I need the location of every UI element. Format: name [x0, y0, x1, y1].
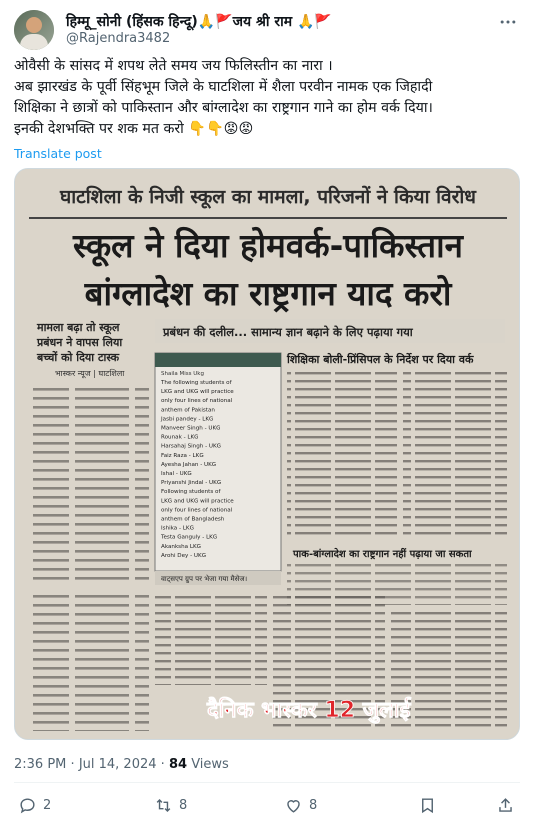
clipping-middle-banner: प्रबंधन की दलील... सामान्य ज्ञान बढ़ाने के लिए पढ़ाया गया: [163, 325, 413, 339]
post-text: [14, 56, 520, 140]
phone-message-line: Ayesha Jahan - UKG: [161, 461, 217, 468]
like-count: 8: [309, 798, 318, 813]
avatar[interactable]: [14, 10, 54, 50]
action-bar: [14, 796, 520, 818]
repost-button[interactable]: [154, 796, 187, 815]
clipping-byline: भास्कर न्यूज | घाटशिला: [55, 369, 125, 378]
post-line: इनकी देशभक्ति पर शक मत करो 👇👇😡😡: [14, 121, 254, 137]
phone-message-line: Rounak - LKG: [161, 434, 199, 441]
clipping-footer: दैनिक भास्कर 12 जुलाई: [207, 698, 411, 723]
author-handle[interactable]: @Rajendra3482: [66, 31, 171, 46]
reply-icon: [18, 796, 37, 815]
phone-message-line: LKG and UKG will practice: [161, 498, 234, 505]
phone-message-line: anthem of Pakistan: [161, 407, 215, 414]
divider: [14, 782, 520, 783]
phone-message-line: only four lines of national: [161, 507, 233, 514]
phone-message-line: Jasbi pandey - LKG: [161, 416, 214, 423]
share-button[interactable]: [496, 796, 515, 815]
post-line: अब झारखंड के पूर्वी सिंहभूम जिले के घाटशिला में शैला परवीन नामक एक जिहादी: [14, 79, 433, 95]
phone-message-line: Priyanshi Jindal - UKG: [161, 480, 222, 487]
views-label: Views: [191, 757, 229, 772]
phone-message-line: Faiz Raza - LKG: [161, 452, 204, 459]
views-count: 84: [168, 757, 188, 772]
reply-count: 2: [43, 798, 52, 813]
bookmark-icon: [418, 796, 437, 815]
inset-caption: वाट्सएप ग्रुप पर भेजा गया मैसेज।: [161, 575, 248, 583]
phone-message-line: Following students of: [161, 489, 221, 496]
clipping-headline-2: बांग्लादेश का राष्ट्रगान याद करो: [84, 274, 452, 313]
more-options-icon[interactable]: [498, 12, 518, 32]
svg-text:Shaila Miss Ukg: Shaila Miss Ukg: [161, 371, 204, 377]
phone-message-line: Testa Ganguly - LKG: [161, 534, 218, 541]
phone-message-line: The following students of: [161, 380, 232, 386]
author-name[interactable]: हिम्मू_सोनी (हिंसक हिन्दू)🙏🚩जय श्री राम 🙏🚩: [66, 14, 332, 30]
share-icon: [496, 796, 515, 815]
like-button[interactable]: [284, 796, 317, 815]
svg-text:प्रबंधन ने वापस लिया: प्रबंधन ने वापस लिया: [37, 336, 123, 349]
post-time[interactable]: 2:36 PM: [14, 757, 67, 772]
phone-message-line: Arohi Dey - UKG: [161, 552, 207, 559]
heart-icon: [284, 796, 303, 815]
clipping-headline-1: स्कूल ने दिया होमवर्क-पाकिस्तान: [73, 226, 463, 265]
phone-message-line: Manveer Singh - UKG: [161, 425, 221, 432]
phone-message-line: Ishal - UKG: [161, 471, 192, 477]
phone-message-line: Harsahaj Singh - UKG: [161, 443, 221, 450]
phone-message-line: Ishika - LKG: [161, 525, 194, 532]
post-meta: 2:36 PM · Jul 14, 2024 · 84 Views: [14, 757, 229, 772]
clipping-left-column: [33, 383, 149, 585]
newspaper-clipping: [15, 169, 520, 740]
clipping-top-banner: घाटशिला के निजी स्कूल का मामला, परिजनों ने किया विरोध: [60, 186, 476, 208]
post-header: [14, 10, 520, 50]
svg-text:बच्चों को दिया टास्क: बच्चों को दिया टास्क: [37, 351, 120, 364]
phone-message-line: anthem of Bangladesh: [161, 516, 225, 523]
translate-post-link[interactable]: Translate post: [14, 146, 102, 161]
post-line: शिक्षिका ने छात्रों को पाकिस्तान और बांग्लादेश का राष्ट्रगान गाने का होम वर्क दिया।: [14, 100, 433, 116]
repost-icon: [154, 796, 173, 815]
repost-count: 8: [179, 798, 188, 813]
clipping-left-sub: मामला बढ़ा तो स्कूल: [37, 321, 120, 334]
post-line: ओवैसी के सांसद में शपथ लेते समय जय फिलिस्तीन का नारा ।: [14, 58, 333, 74]
phone-message-line: only four lines of national: [161, 398, 233, 405]
reply-button[interactable]: [18, 796, 51, 815]
post-image[interactable]: [14, 168, 520, 740]
phone-message-line: Akanksha LKG: [161, 543, 201, 550]
post-date[interactable]: Jul 14, 2024: [78, 757, 157, 772]
bookmark-button[interactable]: [418, 796, 437, 815]
clipping-right-banner: शिक्षिका बोली-प्रिंसिपल के निर्देश पर दिया वर्क: [287, 353, 474, 366]
phone-message-line: LKG and UKG will practice: [161, 389, 234, 396]
clipping-lower-banner: पाक-बांग्लादेश का राष्ट्रगान नहीं पढ़ाया जा सकता: [293, 549, 472, 560]
